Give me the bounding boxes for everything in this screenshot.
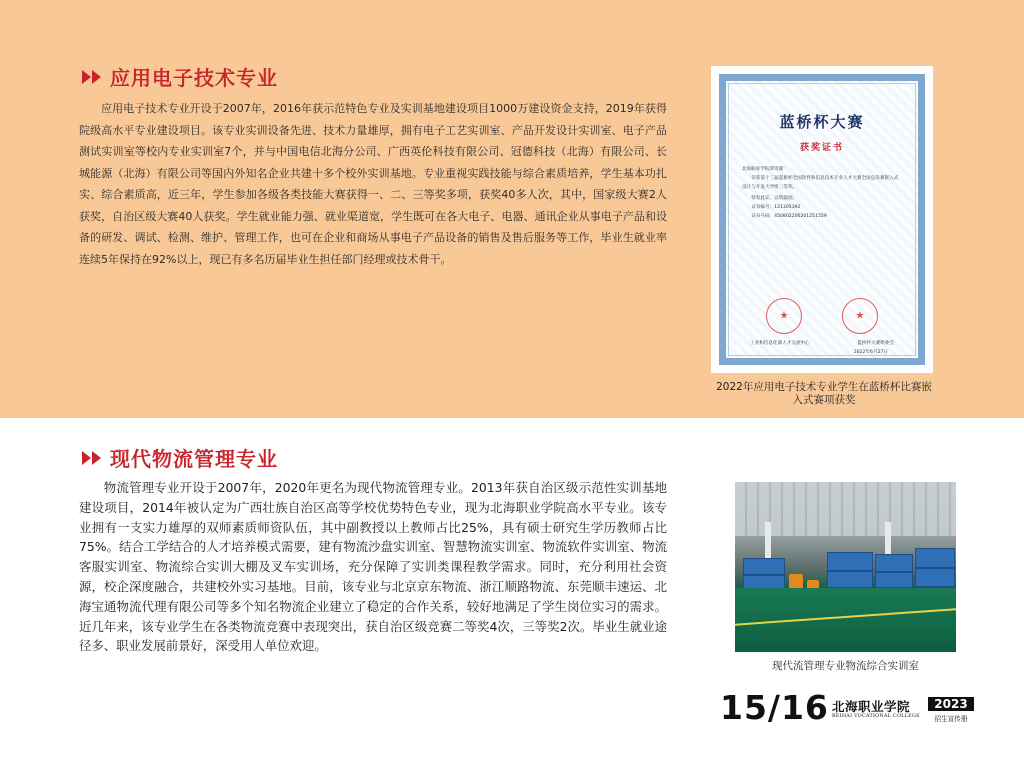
page-number: 15/16: [720, 688, 829, 727]
section-title-logistics: [82, 443, 278, 472]
certificate-body: [742, 165, 902, 221]
certificate-recipient: 北海职业学院覃奇隆：: [742, 167, 788, 172]
certificate-title: 蓝桥杯大赛: [779, 113, 865, 131]
year-badge: 2023: [928, 697, 974, 711]
certificate-org-left: 工业和信息化部人才交流中心: [750, 341, 810, 346]
certificate-closing: 特发此证，以资鼓励。: [751, 196, 798, 201]
warehouse-training-room-photo: [735, 482, 956, 652]
certificate-border: [719, 74, 925, 365]
certificate-subtitle: 获奖证书: [799, 143, 844, 153]
double-arrow-icon: [82, 70, 102, 84]
section-title-text: 应用电子技术专业: [110, 66, 278, 90]
certificate-number: 证书编号：121305392: [751, 205, 801, 210]
section-title-text: 现代物流管理专业: [110, 447, 278, 471]
school-english-name: BEIHAI VOCATIONAL COLLEGE: [832, 714, 920, 719]
certificate-date: 2022年6月27日: [853, 350, 888, 355]
school-logo: [832, 697, 977, 723]
section-title-electronics: [82, 62, 278, 91]
certificate-verify-number: 证书号码：450802200201251559: [751, 214, 827, 219]
certificate-caption: 2022年应用电子技术专业学生在蓝桥杯比赛嵌入式赛项获奖: [716, 381, 932, 406]
certificate-seals: [740, 298, 904, 338]
double-arrow-icon: [82, 451, 102, 465]
school-name: 北海职业学院: [832, 699, 911, 714]
red-seal-icon: [842, 298, 878, 334]
certificate-org-right: 蓝桥杯大赛组委会: [857, 341, 894, 346]
photo-caption: 现代流管理专业物流综合实训室: [772, 660, 919, 672]
award-certificate-image: [711, 66, 933, 373]
brochure-label: 招生宣传册: [934, 715, 968, 723]
red-seal-icon: [766, 298, 802, 334]
electronics-description: 应用电子技术专业开设于2007年，2016年获示范特色专业及实训基地建设项目1000万建设资金支持，2019年获得院级高水平专业建设项目。该专业实训设备先进、技术力量雄厚，拥有电子工艺实训室、产品开发设计实训室、电子产品测试实训室等校内专业实训室7个，并与中国电信北海分公司、广西英伦科技有限公司、冠德科技（北海）有限公司、长城能源（北海）有限公司等国内外知名企业共建十多个校外实训基地。专业重视实践技能与综合素质培养，学生基本功扎实、综合素质高，近三年，学生参加各级各类技能大赛获得一、二、三等奖多项，获奖40多人次，其中，国家级大赛2人获奖，自治区级大赛40人获奖。学生就业能力强、就业渠道宽，学生既可在各大电子、电器、通讯企业从事电子产品和设备的研发、调试、检测、维护、管理工作，也可在企业和商场从事电子产品设备的销售及售后服务等工作，毕业生就业率连续5年保持在92%以上，现已有多名历届毕业生担任部门经理或技术骨干。: [79, 102, 667, 266]
logistics-description: 物流管理专业开设于2007年，2020年更名为现代物流管理专业。2013年获自治区级示范性实训基地建设项目，2014年被认定为广西壮族自治区高等学校优势特色专业，现为北海职业学院高水平专业。该专业拥有一支实力雄厚的双师素质师资队伍，其中副教授以上教师占比25%，具有硕士研究生学历教师占比75%。结合工学结合的人才培养模式需要，建有物流沙盘实训室、智慧物流实训室、物流软件实训室、物流客服实训室、物流综合实训大棚及叉车实训场，充分保障了实训类课程教学需求。同时，充分利用社会资源，校企深度融合，共建校外实习基地。目前，该专业与北京京东物流、浙江顺路物流、东莞顺丰速运、北海宝通物流代理有限公司等多个知名物流企业建立了稳定的合作关系，较好地满足了学生岗位实习的需求。近几年来，该专业学生在各类物流竞赛中表现突出，获自治区级竞赛二等奖4次，三等奖2次。毕业生就业途径多、职业发展前景好，深受用人单位欢迎。: [79, 480, 667, 654]
certificate-text: 荣获第十三届蓝桥杯全国软件和信息技术专业人才大赛全国总决赛嵌入式设计与开发大学组三等奖。: [742, 176, 899, 190]
